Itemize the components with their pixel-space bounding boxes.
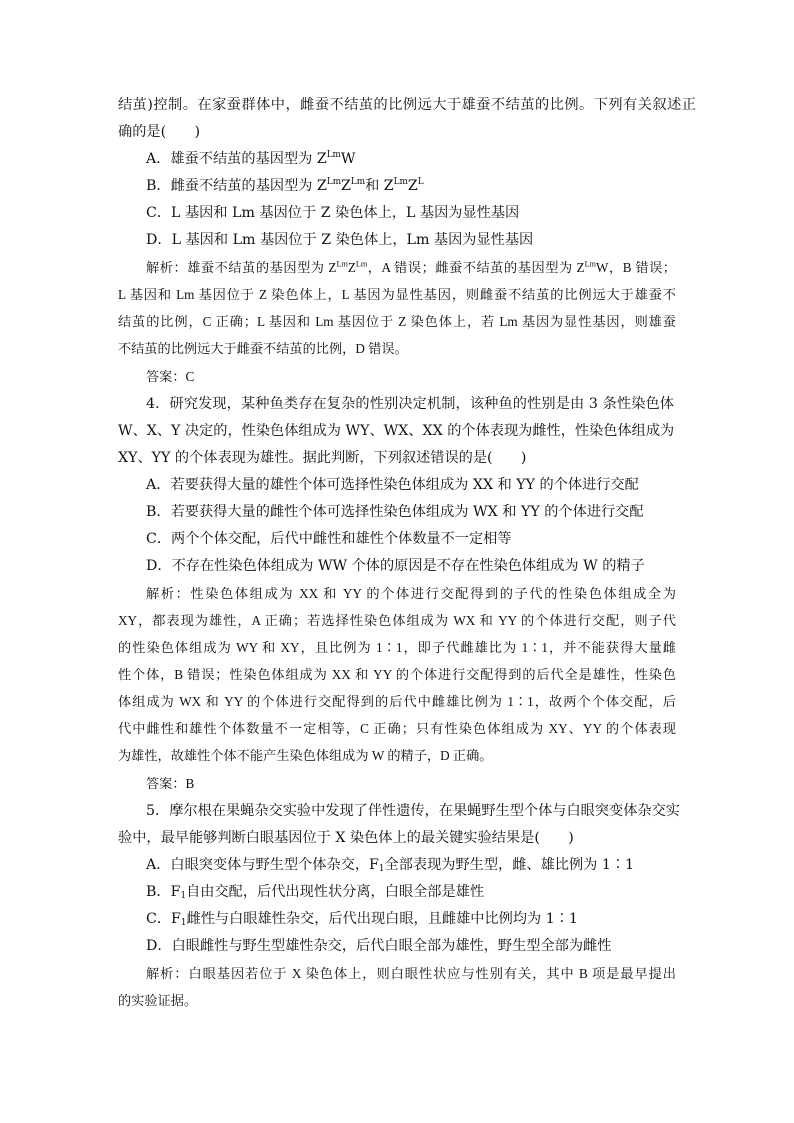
q4-stem-line-1: 4．研究发现，某种鱼类存在复杂的性别决定机制，该种鱼的性别是由 3 条性染色体	[146, 396, 674, 412]
q3-answer: 答案：C	[146, 369, 195, 384]
q5-option-a: A．白眼突变体与野生型个体杂交，$F_1$全部表现为野生型，雌、雄比例为 1∶1	[146, 857, 635, 875]
q3-explanation-line-4: 不结茧的比例远大于雌蚕不结茧的比例，D 错误。	[118, 341, 408, 356]
q4-explanation-line-4: 性个体，B 错误；性染色体组成为 XX 和 YY 的个体进行交配得到的后代全是雄性，性染色	[118, 667, 676, 682]
q3-explanation-line-1: 解析：雄蚕不结茧的基因型为 $Z^{Lm}Z^{Lm}$，A 错误；雌蚕不结茧的基因型为 $Z^{Lm}W$，B 错误；	[146, 259, 676, 275]
q4-explanation-line-3: 的性染色体组成为 WY 和 XY，且比例为 1∶1，即子代雌雄比为 1∶1，并不能获得大量雌	[118, 640, 676, 655]
q3-option-c: C．L 基因和 Lm 基因位于 Z 染色体上，L 基因为显性基因	[146, 205, 520, 221]
q5-explanation-line-1: 解析：白眼基因若位于 X 染色体上，则白眼性状应与性别有关，其中 B 项是最早提出	[146, 966, 676, 981]
q4-answer: 答案：B	[146, 776, 195, 791]
q4-option-b: B．若要获得大量的雌性个体可选择性染色体组成为 WX 和 YY 的个体进行交配	[146, 504, 644, 520]
q5-explanation-line-2: 的实验证据。	[118, 993, 198, 1008]
q4-explanation-line-1: 解析：性染色体组成为 XX 和 YY 的个体进行交配得到的子代的性染色体组成全为	[146, 586, 676, 601]
q5-option-d: D．白眼雌性与野生型雄性杂交，后代白眼全部为雄性，野生型全部为雌性	[146, 938, 612, 954]
q5-stem-line-1: 5．摩尔根在果蝇杂交实验中发现了伴性遗传，在果蝇野生型个体与白眼突变体杂交实	[146, 803, 680, 819]
q5-stem-line-2: 验中，最早能够判断白眼基因位于 X 染色体上的最关键实验结果是( )	[118, 830, 574, 846]
q3-stem-line-2: 确的是( )	[118, 124, 201, 140]
q3-explanation-line-2: L 基因和 Lm 基因位于 Z 染色体上，L 基因为显性基因，则雌蚕不结茧的比例远大于雄蚕不	[118, 287, 676, 302]
q4-option-d: D．不存在性染色体组成为 WW 个体的原因是不存在性染色体组成为 W 的精子	[146, 558, 645, 574]
q4-stem-line-3: XY、YY 的个体表现为雄性。据此判断，下列叙述错误的是( )	[118, 450, 527, 466]
q4-stem-line-2: W、X、Y 决定的，性染色体组成为 WY、WX、XX 的个体表现为雌性，性染色体组成为	[118, 423, 675, 439]
q5-option-c: C．$F_1$雌性与白眼雄性杂交，后代出现白眼，且雌雄中比例均为 1∶1	[146, 911, 578, 929]
q4-explanation-line-6: 代中雌性和雄性个体数量不一定相等，C 正确；只有性染色体组成为 XY、YY 的个体表现	[118, 721, 676, 736]
q4-option-a: A．若要获得大量的雄性个体可选择性染色体组成为 XX 和 YY 的个体进行交配	[146, 477, 639, 493]
q5-option-b: B．$F_1$自由交配，后代出现性状分离，白眼全部是雄性	[146, 884, 485, 902]
q3-option-a: A．雄蚕不结茧的基因型为 $Z^{Lm}W$	[146, 149, 356, 167]
q4-explanation-line-2: XY，都表现为雄性，A 正确；若选择性染色体组成为 WX 和 YY 的个体进行交配，则子代	[118, 613, 676, 628]
q3-explanation-line-3: 结茧的比例，C 正确；L 基因和 Lm 基因位于 Z 染色体上，若 Lm 基因为显性基因，则雄蚕	[118, 314, 676, 329]
q4-option-c: C．两个个体交配，后代中雌性和雄性个体数量不一定相等	[146, 531, 512, 547]
q3-option-d: D．L 基因和 Lm 基因位于 Z 染色体上，Lm 基因为显性基因	[146, 232, 534, 248]
q4-explanation-line-7: 为雄性，故雄性个体不能产生染色体组成为 W 的精子，D 正确。	[118, 748, 493, 763]
q3-stem-line-1: 结茧)控制。在家蚕群体中，雌蚕不结茧的比例远大于雄蚕不结茧的比例。下列有关叙述正	[118, 97, 696, 113]
q4-explanation-line-5: 体组成为 WX 和 YY 的个体进行交配得到的后代中雌雄比例为 1∶1，故两个个体交配，后	[118, 694, 676, 709]
q3-option-b: B．雌蚕不结茧的基因型为 $Z^{Lm}Z^{Lm}$和 $Z^{Lm}Z^L$	[146, 176, 424, 194]
